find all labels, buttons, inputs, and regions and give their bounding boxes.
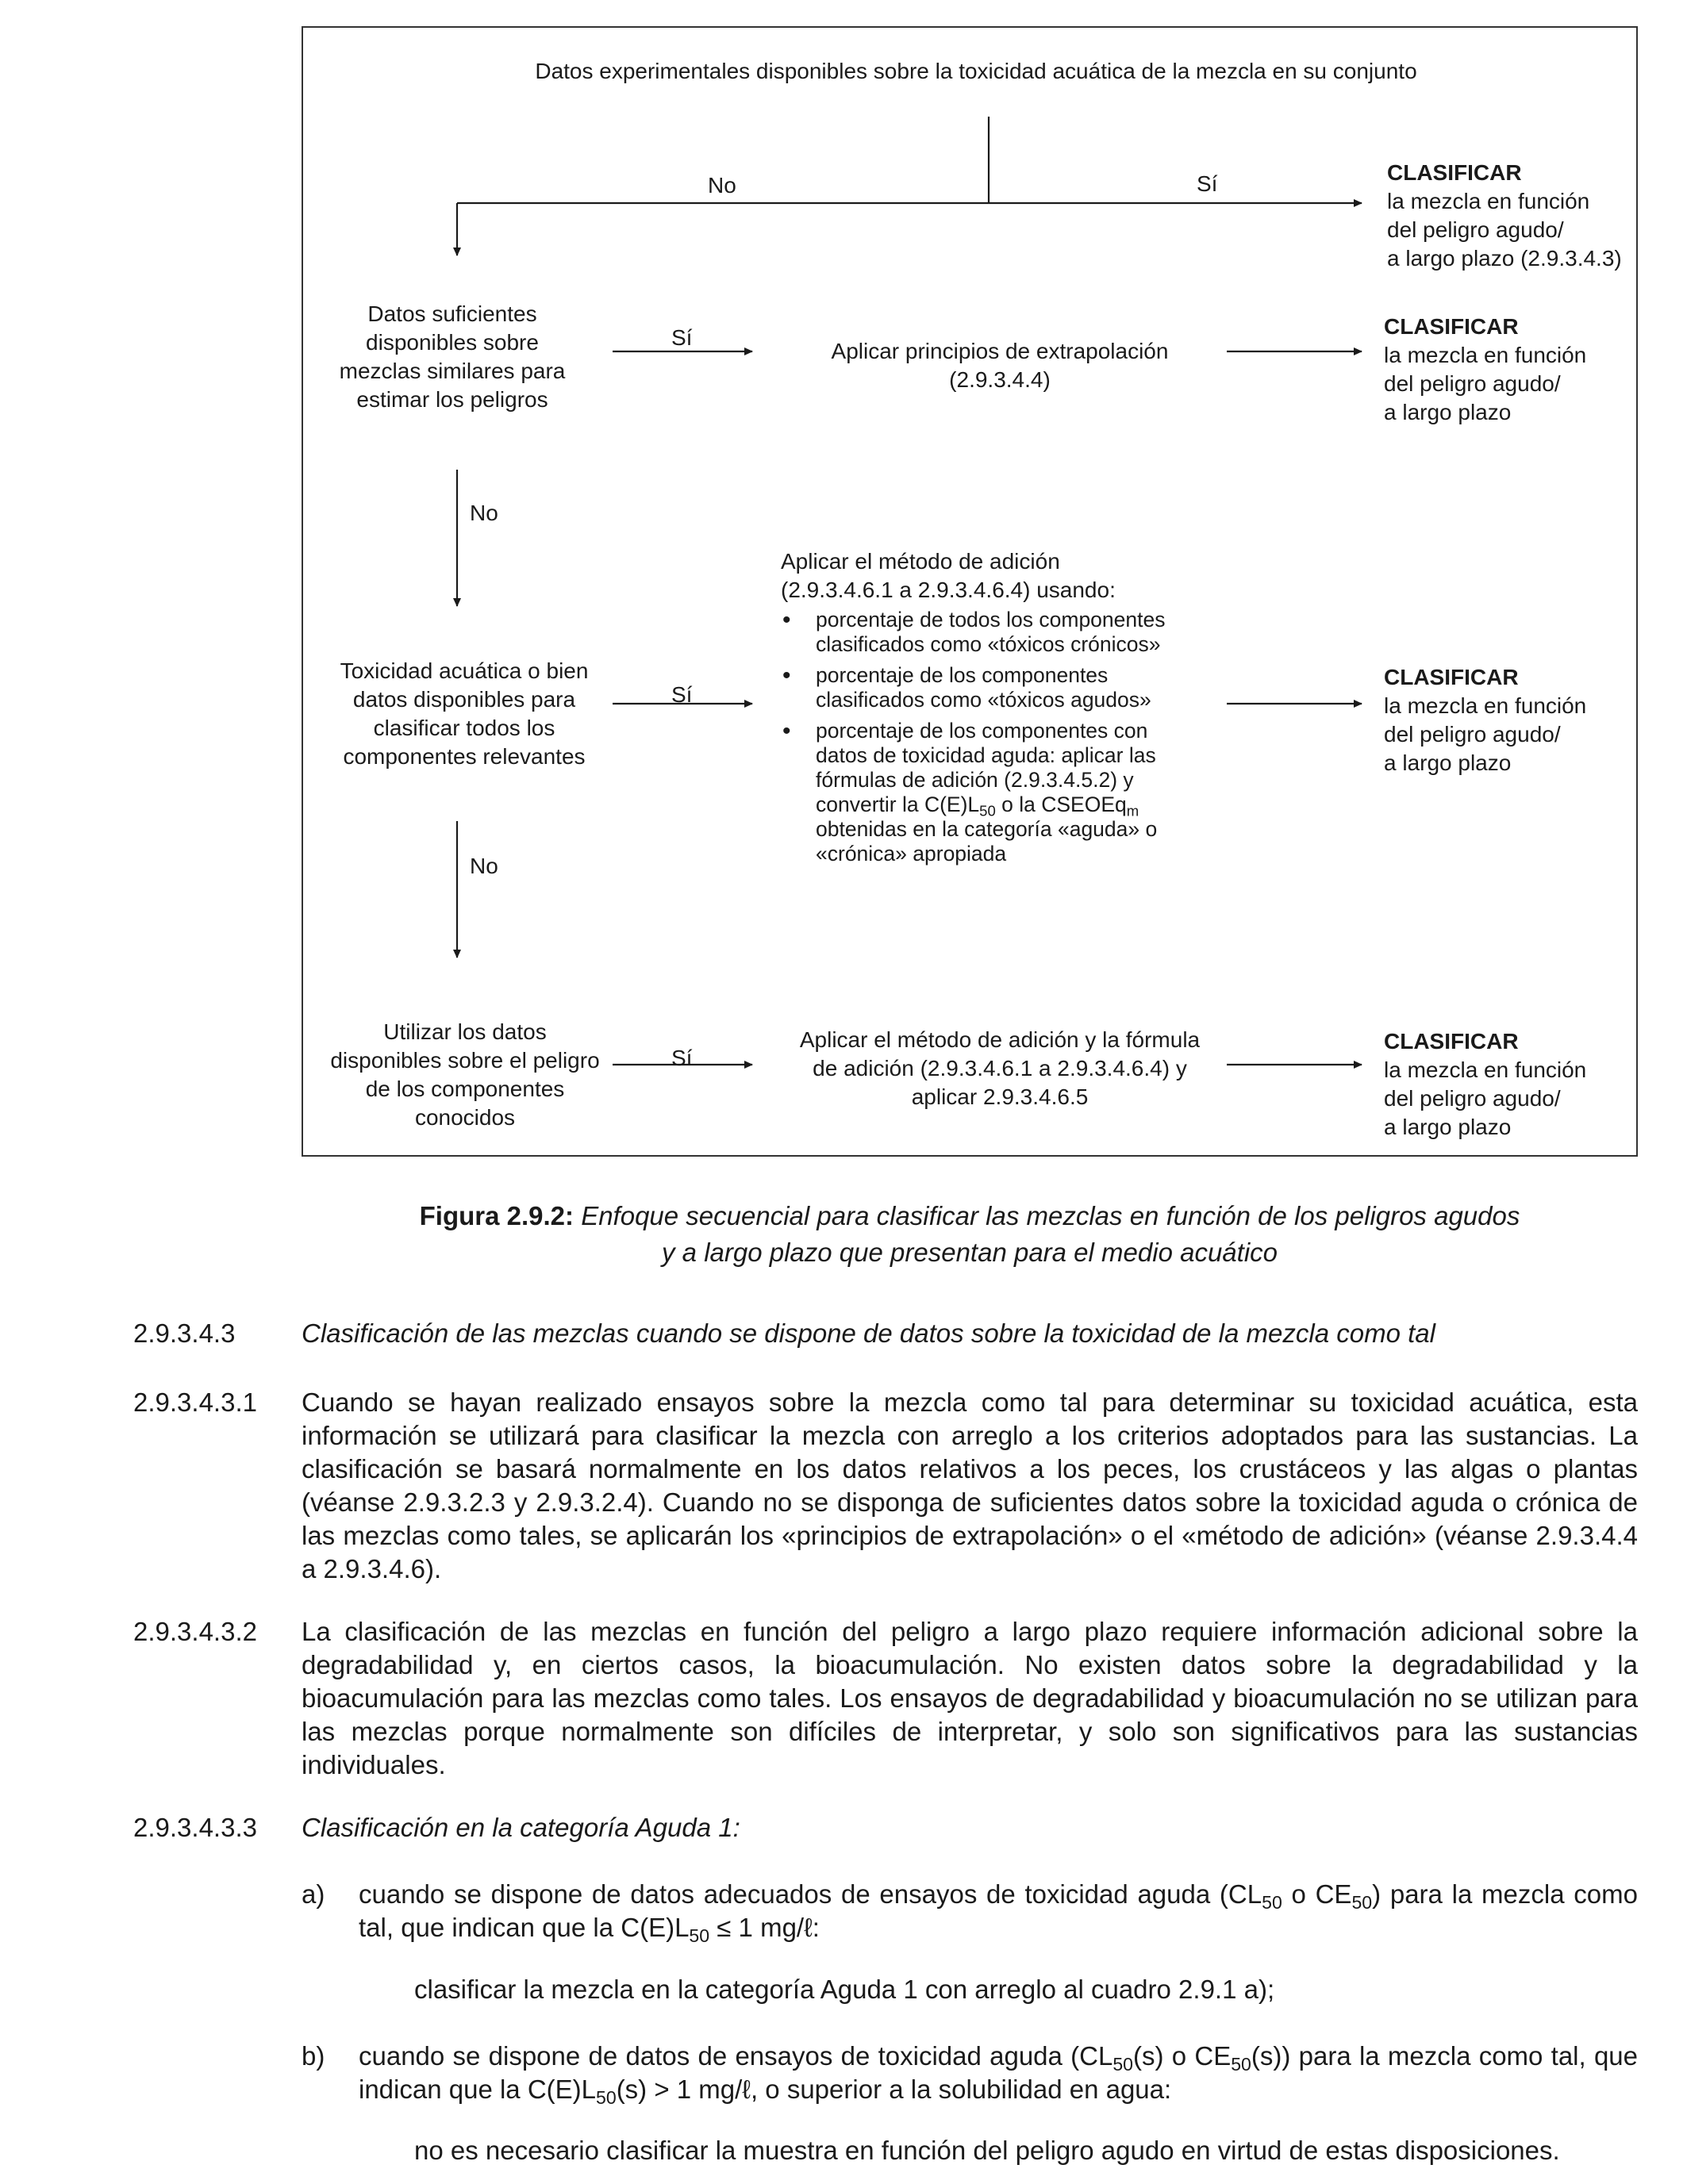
bullet-acute-data: • porcentaje de los componentes con datos de toxicidad aguda: aplicar las fórmulas de adición (2.9.3.4.5.2) y convertir la $C(E)L_{50}$ o la CSEOEq$_m$ obtenidas en la categoría «aguda» o «crónica» apropiada xyxy=(781,719,1193,866)
item-a-result: clasificar la mezcla en la categoría Aguda 1 con arreglo al cuadro 2.9.1 a); xyxy=(414,1975,1275,2004)
box-summation-method: Aplicar el método de adición (2.9.3.4.6.1 a 2.9.3.4.6.4) usando: • porcentaje de todos los componentes clasificados como «tóxicos crónicos» • porcentaje de los componentes clasificados como «tóxicos agudos» • porcentaje de los componentes con datos de toxicidad aguda: aplicar las fórmulas de adición (2.9.3.4.5.2) y convertir la $C(E)L_{50}$ o la CSEOEq$_m$ obtenidas en la categoría «aguda» o «crónica» apropiada xyxy=(781,547,1193,873)
box-summation-formula: Aplicar el método de adición y la fórmula de adición (2.9.3.4.6.1 a 2.9.3.4.6.4) y aplicar 2.9.3.4.6.5 xyxy=(799,1027,1201,1109)
classify-box-4: CLASIFICAR la mezcla en función del peligro agudo/ a largo plazo xyxy=(1384,1029,1587,1139)
section-title-1: Clasificación de las mezclas cuando se dispone de datos sobre la toxicidad de la mezcla como tal xyxy=(302,1318,1435,1348)
section-title-4: Clasificación en la categoría Aguda 1: xyxy=(302,1813,740,1842)
figure-caption xyxy=(302,1198,1638,1271)
classify-heading: CLASIFICAR xyxy=(1387,160,1522,185)
box-known-components: Utilizar los datos disponibles sobre el peligro de los componentes conocidos xyxy=(330,1019,600,1130)
caption-line-1: Enfoque secuencial para clasificar las mezclas en función de los peligros agudos xyxy=(581,1201,1520,1230)
label-si-1: Sí xyxy=(1197,171,1218,196)
box-component-toxicity: Toxicidad acuática o bien datos disponibles para clasificar todos los componentes relevantes xyxy=(340,658,589,769)
label-no-1: No xyxy=(708,173,736,198)
item-a-text: cuando se dispone de datos adecuados de ensayos de toxicidad aguda ($CL_{50}$ o $CE_{50}$) para la mezcla como tal, que indican que la $C(E)L_{50} \le 1$ mg/ℓ: xyxy=(359,1879,1638,1946)
classify-box-3: CLASIFICAR la mezcla en función del peligro agudo/ a largo plazo xyxy=(1384,665,1587,775)
label-no-3: No xyxy=(470,854,498,878)
item-b-result: no es necesario clasificar la muestra en función del peligro agudo en virtud de estas disposiciones. xyxy=(414,2136,1560,2165)
item-b-text: cuando se dispone de datos de ensayos de toxicidad aguda ($CL_{50}(s)$ o $CE_{50}(s)$) para la mezcla como tal, que indican que la $C(E)L_{50}(s) > 1$ mg/ℓ, o superior a la solubilidad en agua: xyxy=(359,2041,1639,2108)
section-number-1: 2.9.3.4.3 xyxy=(133,1318,236,1348)
box-similar-mixtures: Datos suficientes disponibles sobre mezclas similares para estimar los peligros xyxy=(339,301,566,412)
section-paragraph-3: La clasificación de las mezclas en función del peligro a largo plazo requiere información adicional sobre la degradabilidad y, en ciertos casos, la bioacumulación. No existen datos sobre la degradabilidad y la bioacumulación para las mezclas como tales. Los ensayos de degradabilidad y bioacumulación no se utilizan para las mezclas porque normalmente son difíciles de interpretar, y solo son significativos para las sustancias individuales. xyxy=(302,1617,1638,1779)
box-bridging-principles: Aplicar principios de extrapolación (2.9.3.4.4) xyxy=(831,339,1169,392)
flow-top-question: Datos experimentales disponibles sobre la toxicidad acuática de la mezcla en su conjunto xyxy=(535,59,1417,83)
caption-label: Figura 2.9.2: xyxy=(419,1201,575,1230)
section-number-2: 2.9.3.4.3.1 xyxy=(133,1388,257,1417)
label-si-3: Sí xyxy=(671,682,693,707)
section-number-4: 2.9.3.4.3.3 xyxy=(133,1813,257,1842)
item-b-label: b) xyxy=(302,2041,325,2071)
caption-line-2: y a largo plazo que presentan para el medio acuático xyxy=(662,1238,1278,1267)
item-a-label: a) xyxy=(302,1879,325,1909)
bullet-acute: • porcentaje de los componentes clasificados como «tóxicos agudos» xyxy=(781,663,1193,712)
summation-bullet-list xyxy=(781,608,1193,866)
classify-box-1: CLASIFICAR la mezcla en función del peligro agudo/ a largo plazo (2.9.3.4.3) xyxy=(1387,159,1641,273)
section-number-3: 2.9.3.4.3.2 xyxy=(133,1617,257,1646)
bullet-chronic: • porcentaje de todos los componentes clasificados como «tóxicos crónicos» xyxy=(781,608,1193,657)
classify-box-2: CLASIFICAR la mezcla en función del peligro agudo/ a largo plazo xyxy=(1384,314,1587,424)
label-si-4: Sí xyxy=(671,1046,693,1070)
section-paragraph-2: Cuando se hayan realizado ensayos sobre la mezcla como tal para determinar su toxicidad acuática, esta información se utilizará para clasificar la mezcla con arreglo a los criterios adoptados para las sustancias. La clasificación se basará normalmente en los datos relativos a los peces, los crustáceos y las algas o plantas (véanse 2.9.3.2.3 y 2.9.3.2.4). Cuando no se disponga de suficientes datos sobre la toxicidad aguda o crónica de las mezclas como tales, se aplicarán los «principios de extrapolación» o el «método de adición» (véanse 2.9.3.4.4 a 2.9.3.4.6). xyxy=(302,1388,1638,1583)
label-no-2: No xyxy=(470,501,498,525)
label-si-2: Sí xyxy=(671,325,693,350)
